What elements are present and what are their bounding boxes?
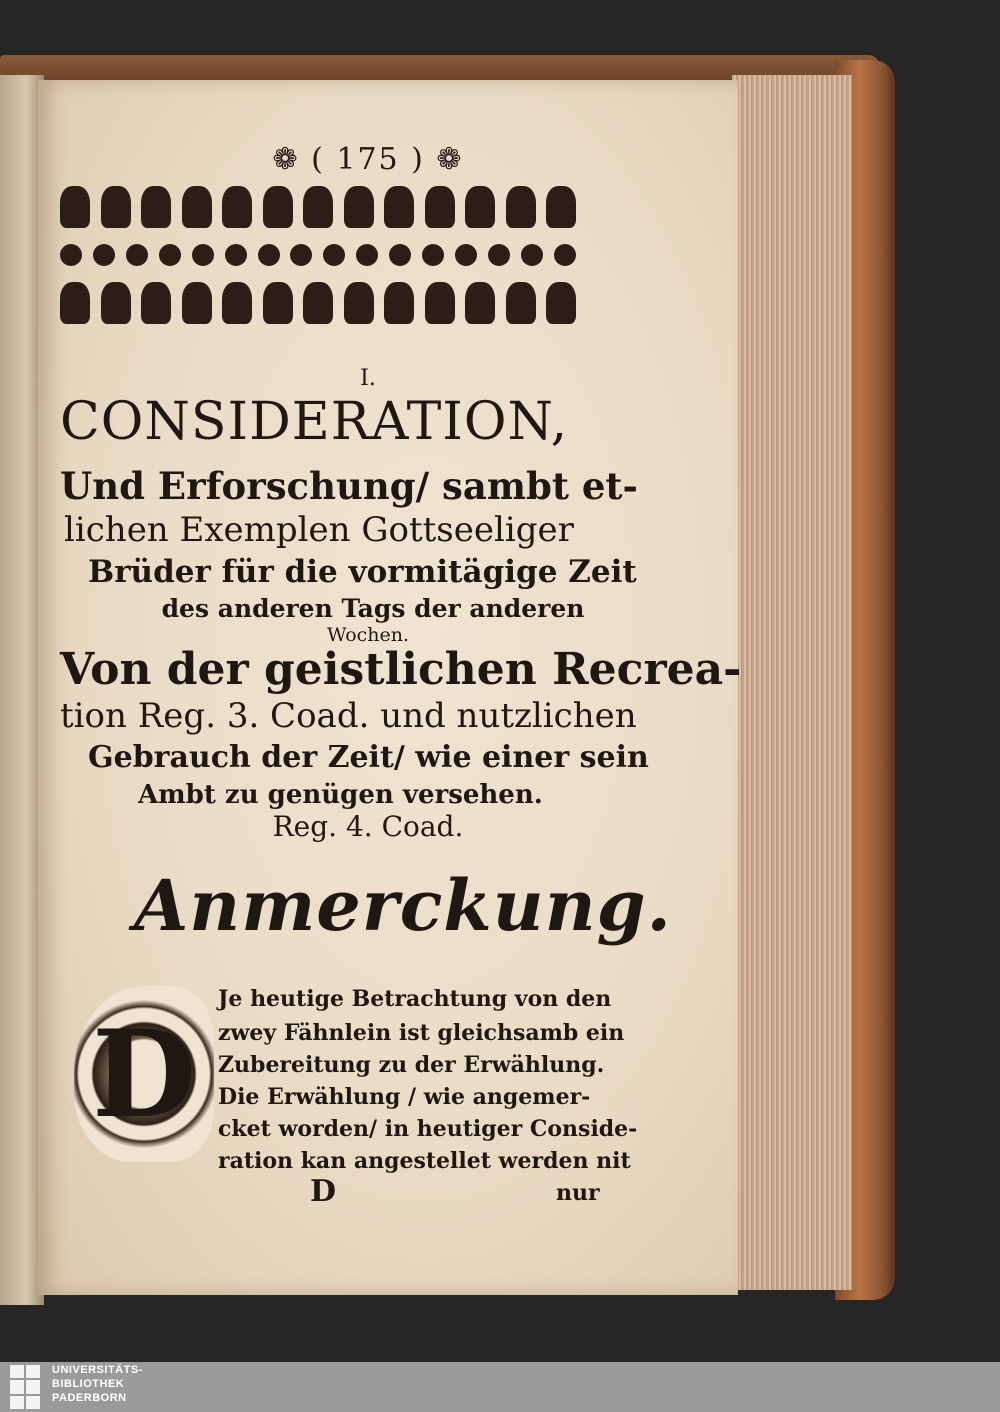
signature-mark: D: [310, 1174, 337, 1209]
drop-cap-initial: D: [74, 986, 214, 1162]
section-heading: Anmerckung.: [134, 864, 672, 947]
ornament-band: [60, 184, 576, 326]
library-name-line: UNIVERSITÄTS-: [52, 1364, 143, 1376]
title-line: Gebrauch der Zeit/ wie einer sein: [88, 740, 649, 775]
title-line: des anderen Tags der anderen: [161, 594, 585, 623]
ornament-row: [60, 235, 576, 275]
title-line: Ambt zu genügen versehen.: [138, 780, 543, 810]
body-line: Zubereitung zu der Erwählung.: [218, 1052, 605, 1078]
title-line: tion Reg. 3. Coad. und nutzlichen: [60, 696, 637, 736]
title-line: Wochen.: [326, 624, 410, 646]
body-line: Die Erwählung / wie angemer-: [218, 1084, 591, 1110]
library-footer: [0, 1362, 1000, 1412]
ornament-row: [60, 184, 576, 230]
body-line: Je heutige Betrachtung von den: [218, 986, 612, 1012]
body-line: zwey Fähnlein ist gleichsamb ein: [218, 1020, 625, 1046]
title-line: Und Erforschung/ sambt et-: [60, 464, 638, 508]
catchword: nur: [556, 1180, 600, 1206]
book-page: [38, 80, 742, 1295]
body-line: cket worden/ in heutiger Conside-: [218, 1116, 638, 1142]
page-number: ❁ ( 175 ) ❁: [272, 142, 464, 177]
section-number: I.: [360, 366, 376, 391]
page-block-edge: [732, 75, 852, 1290]
title-line: Brüder für die vormitägige Zeit: [88, 554, 637, 590]
library-name-line: PADERBORN: [52, 1392, 127, 1404]
title-line: CONSIDERATION,: [60, 392, 569, 452]
library-logo-icon: [10, 1365, 40, 1409]
title-line: Reg. 4. Coad.: [272, 810, 464, 843]
title-line: Von der geistlichen Recrea-: [60, 644, 742, 695]
body-line: ration kan angestellet werden nit: [218, 1148, 631, 1174]
library-name-line: BIBLIOTHEK: [52, 1378, 125, 1390]
title-line: lichen Exemplen Gottseeliger: [64, 510, 574, 550]
ornament-row: [60, 280, 576, 326]
